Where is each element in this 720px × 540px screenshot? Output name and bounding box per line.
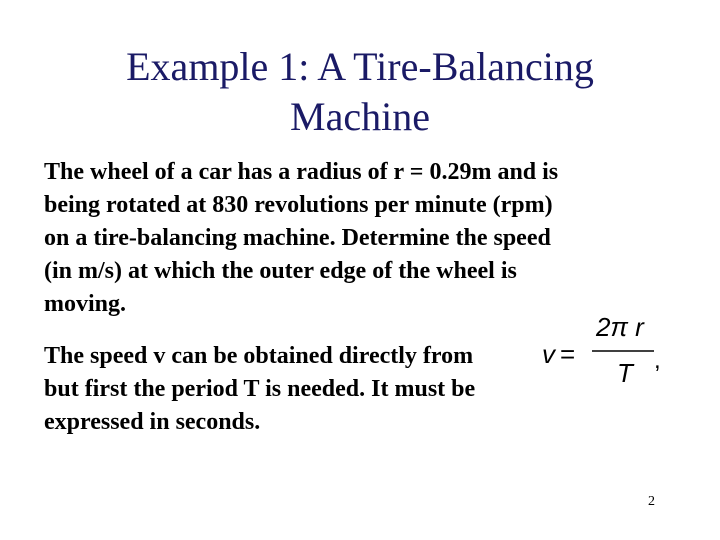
problem-line-2: being rotated at 830 revolutions per minute (rpm): [44, 192, 553, 218]
speed-formula-graphic: [538, 312, 678, 392]
slide-title-line-1: Example 1: A Tire-Balancing: [126, 44, 594, 89]
solution-statement: [44, 340, 475, 439]
formula-equals: =: [560, 339, 576, 369]
formula-denominator: T: [617, 358, 633, 388]
formula-trailing-comma: ,: [654, 347, 661, 374]
problem-line-3: on a tire-balancing machine. Determine the speed: [44, 225, 551, 251]
page-number: 2: [648, 494, 655, 509]
problem-statement: [44, 156, 558, 321]
formula-lhs: v: [542, 339, 555, 369]
solution-line-3: expressed in seconds.: [44, 409, 261, 435]
problem-line-5: moving.: [44, 291, 127, 317]
solution-line-2: but first the period T is needed. It must be: [44, 376, 476, 402]
problem-line-1: The wheel of a car has a radius of r = 0.29m and is: [44, 159, 559, 185]
slide-title-line-2: Machine: [290, 94, 430, 139]
solution-line-1: The speed v can be obtained directly from: [44, 343, 474, 369]
problem-line-4: (in m/s) at which the outer edge of the wheel is: [44, 258, 517, 284]
formula-numerator: 2π r: [596, 312, 644, 342]
slide-title: [0, 42, 720, 142]
speed-formula: [538, 312, 678, 392]
